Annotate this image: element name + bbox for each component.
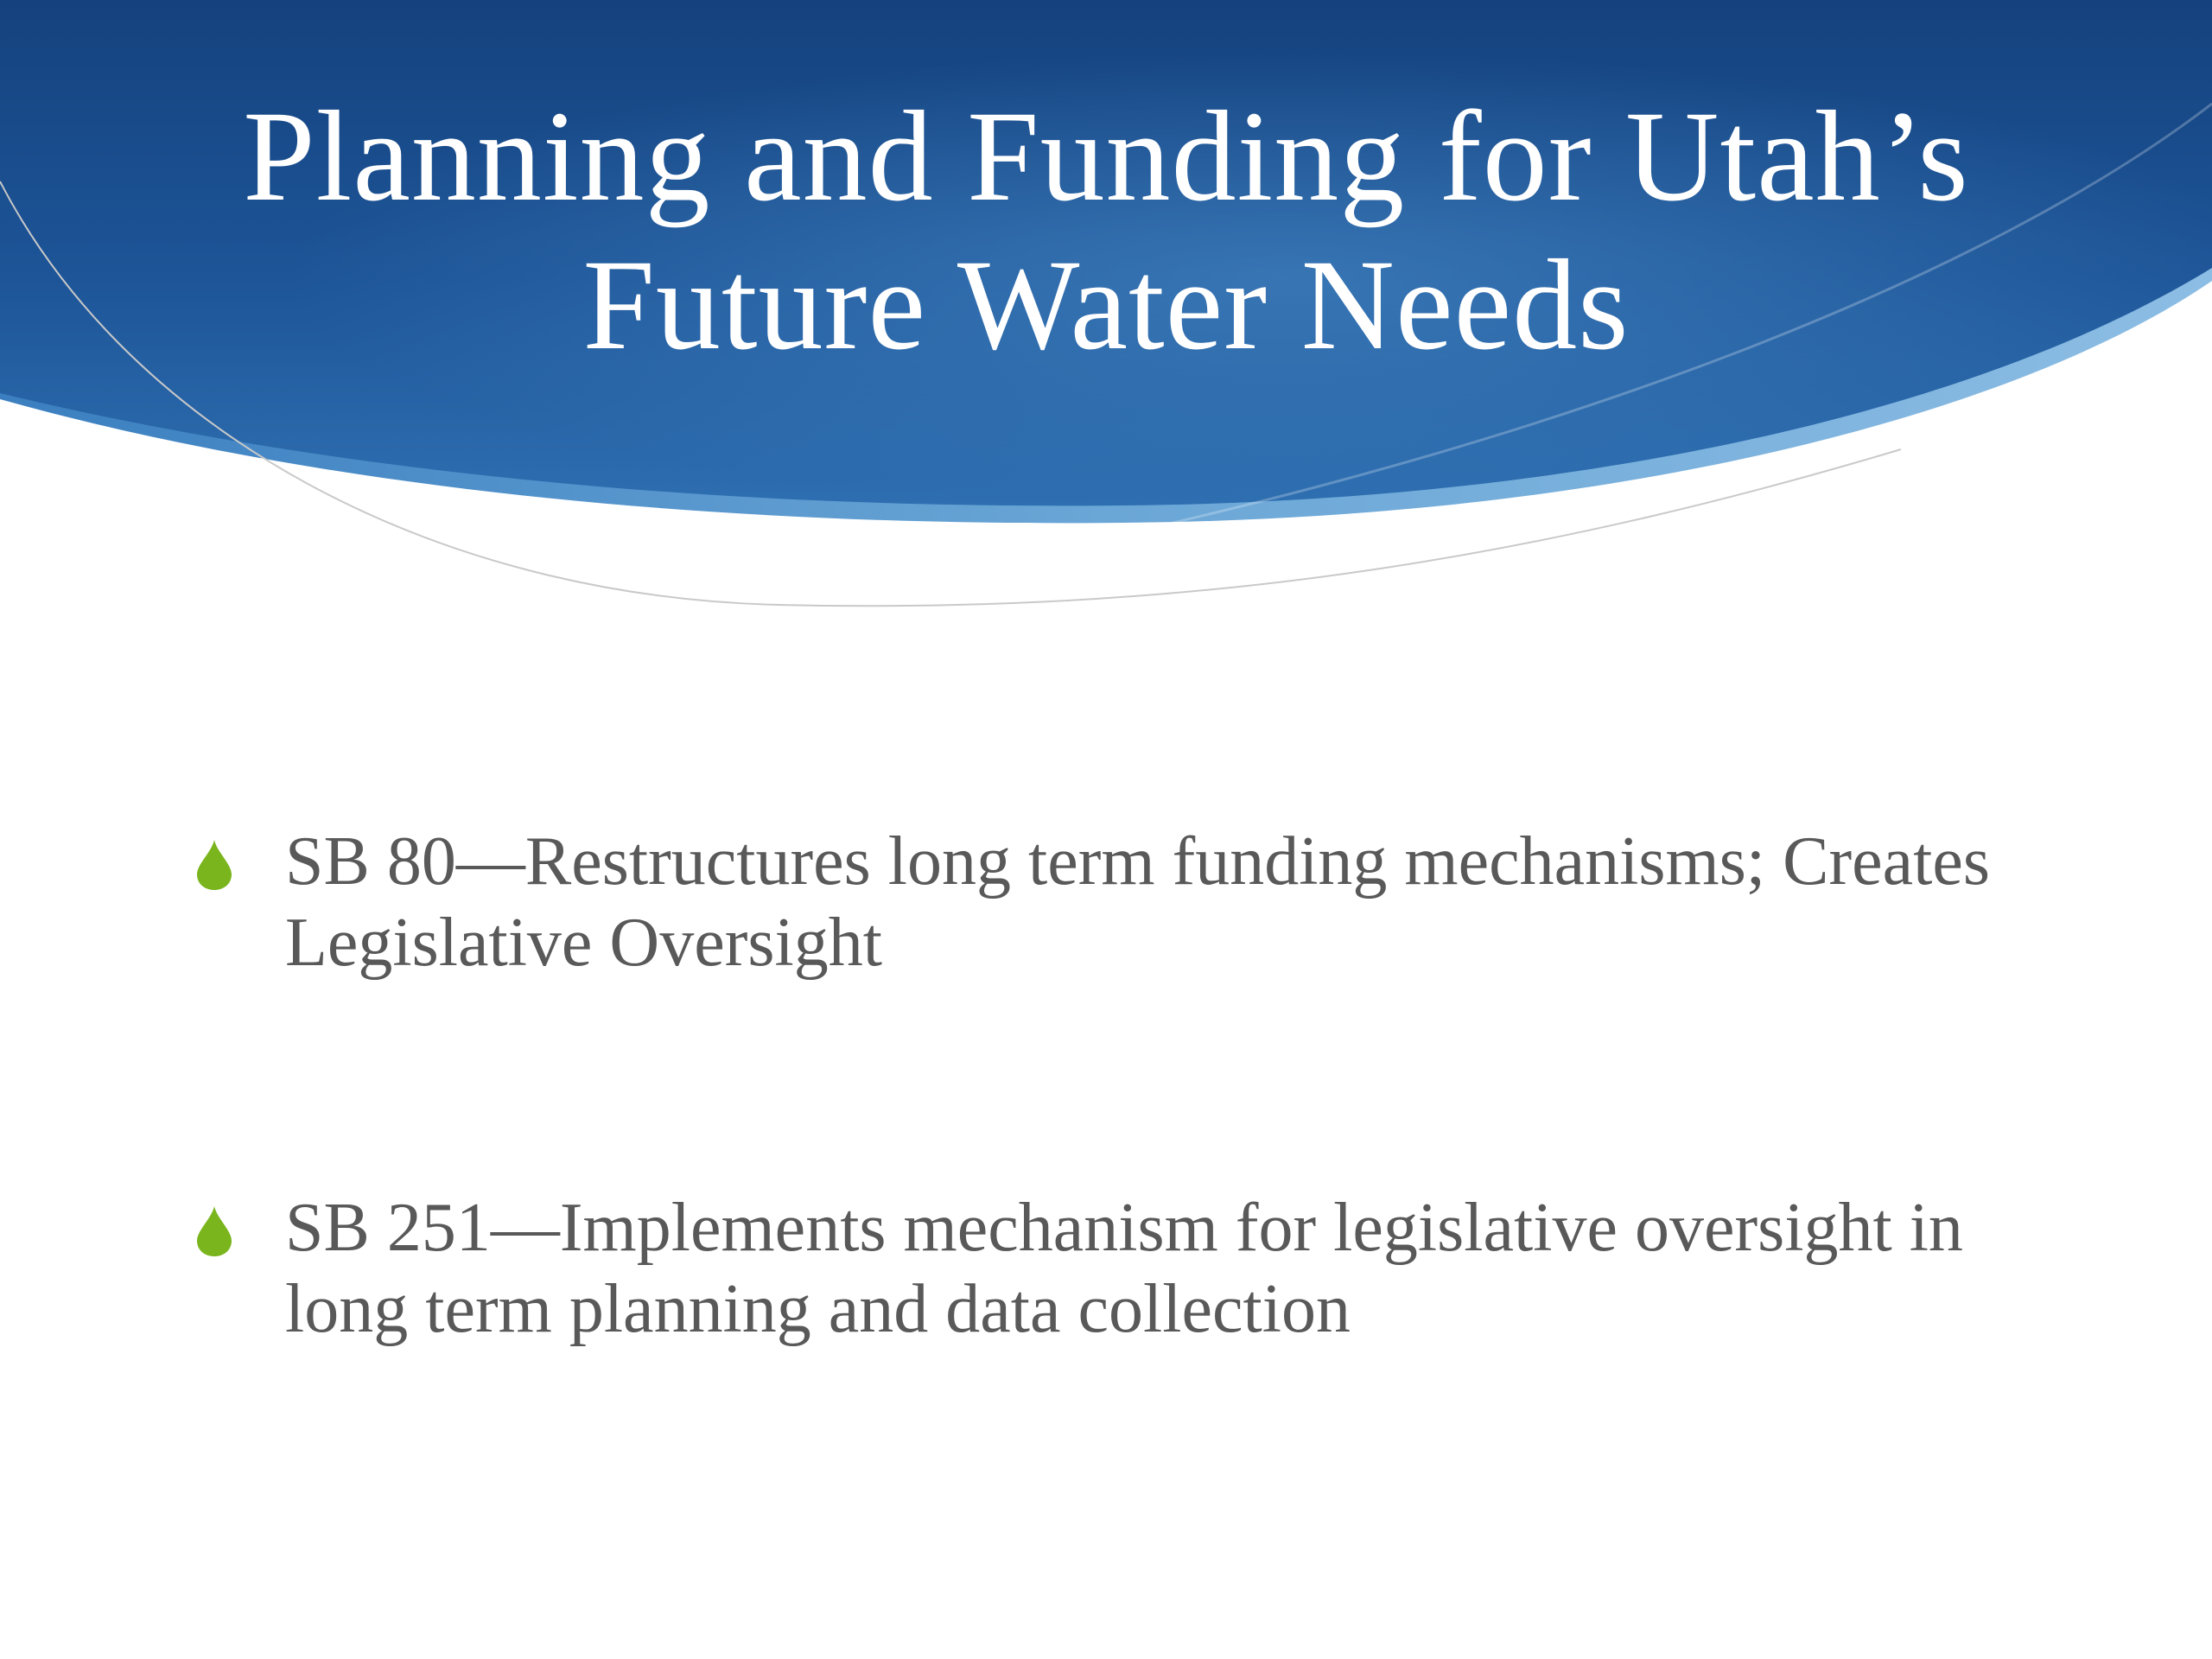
bullet-item — [197, 821, 2055, 983]
bullet-text: SB 80—Restructures long term funding mechanisms; Creates Legislative Oversight — [285, 823, 1991, 981]
bullet-item — [197, 1187, 2055, 1350]
water-drop-icon — [197, 1206, 232, 1256]
bullet-list — [197, 821, 2055, 1350]
water-drop-icon — [197, 840, 232, 890]
slide-title: Planning and Funding for Utah’s Future Water Needs — [243, 85, 1969, 377]
bullet-text: SB 251—Implements mechanism for legislative oversight in long term planning and data collection — [285, 1190, 1963, 1347]
